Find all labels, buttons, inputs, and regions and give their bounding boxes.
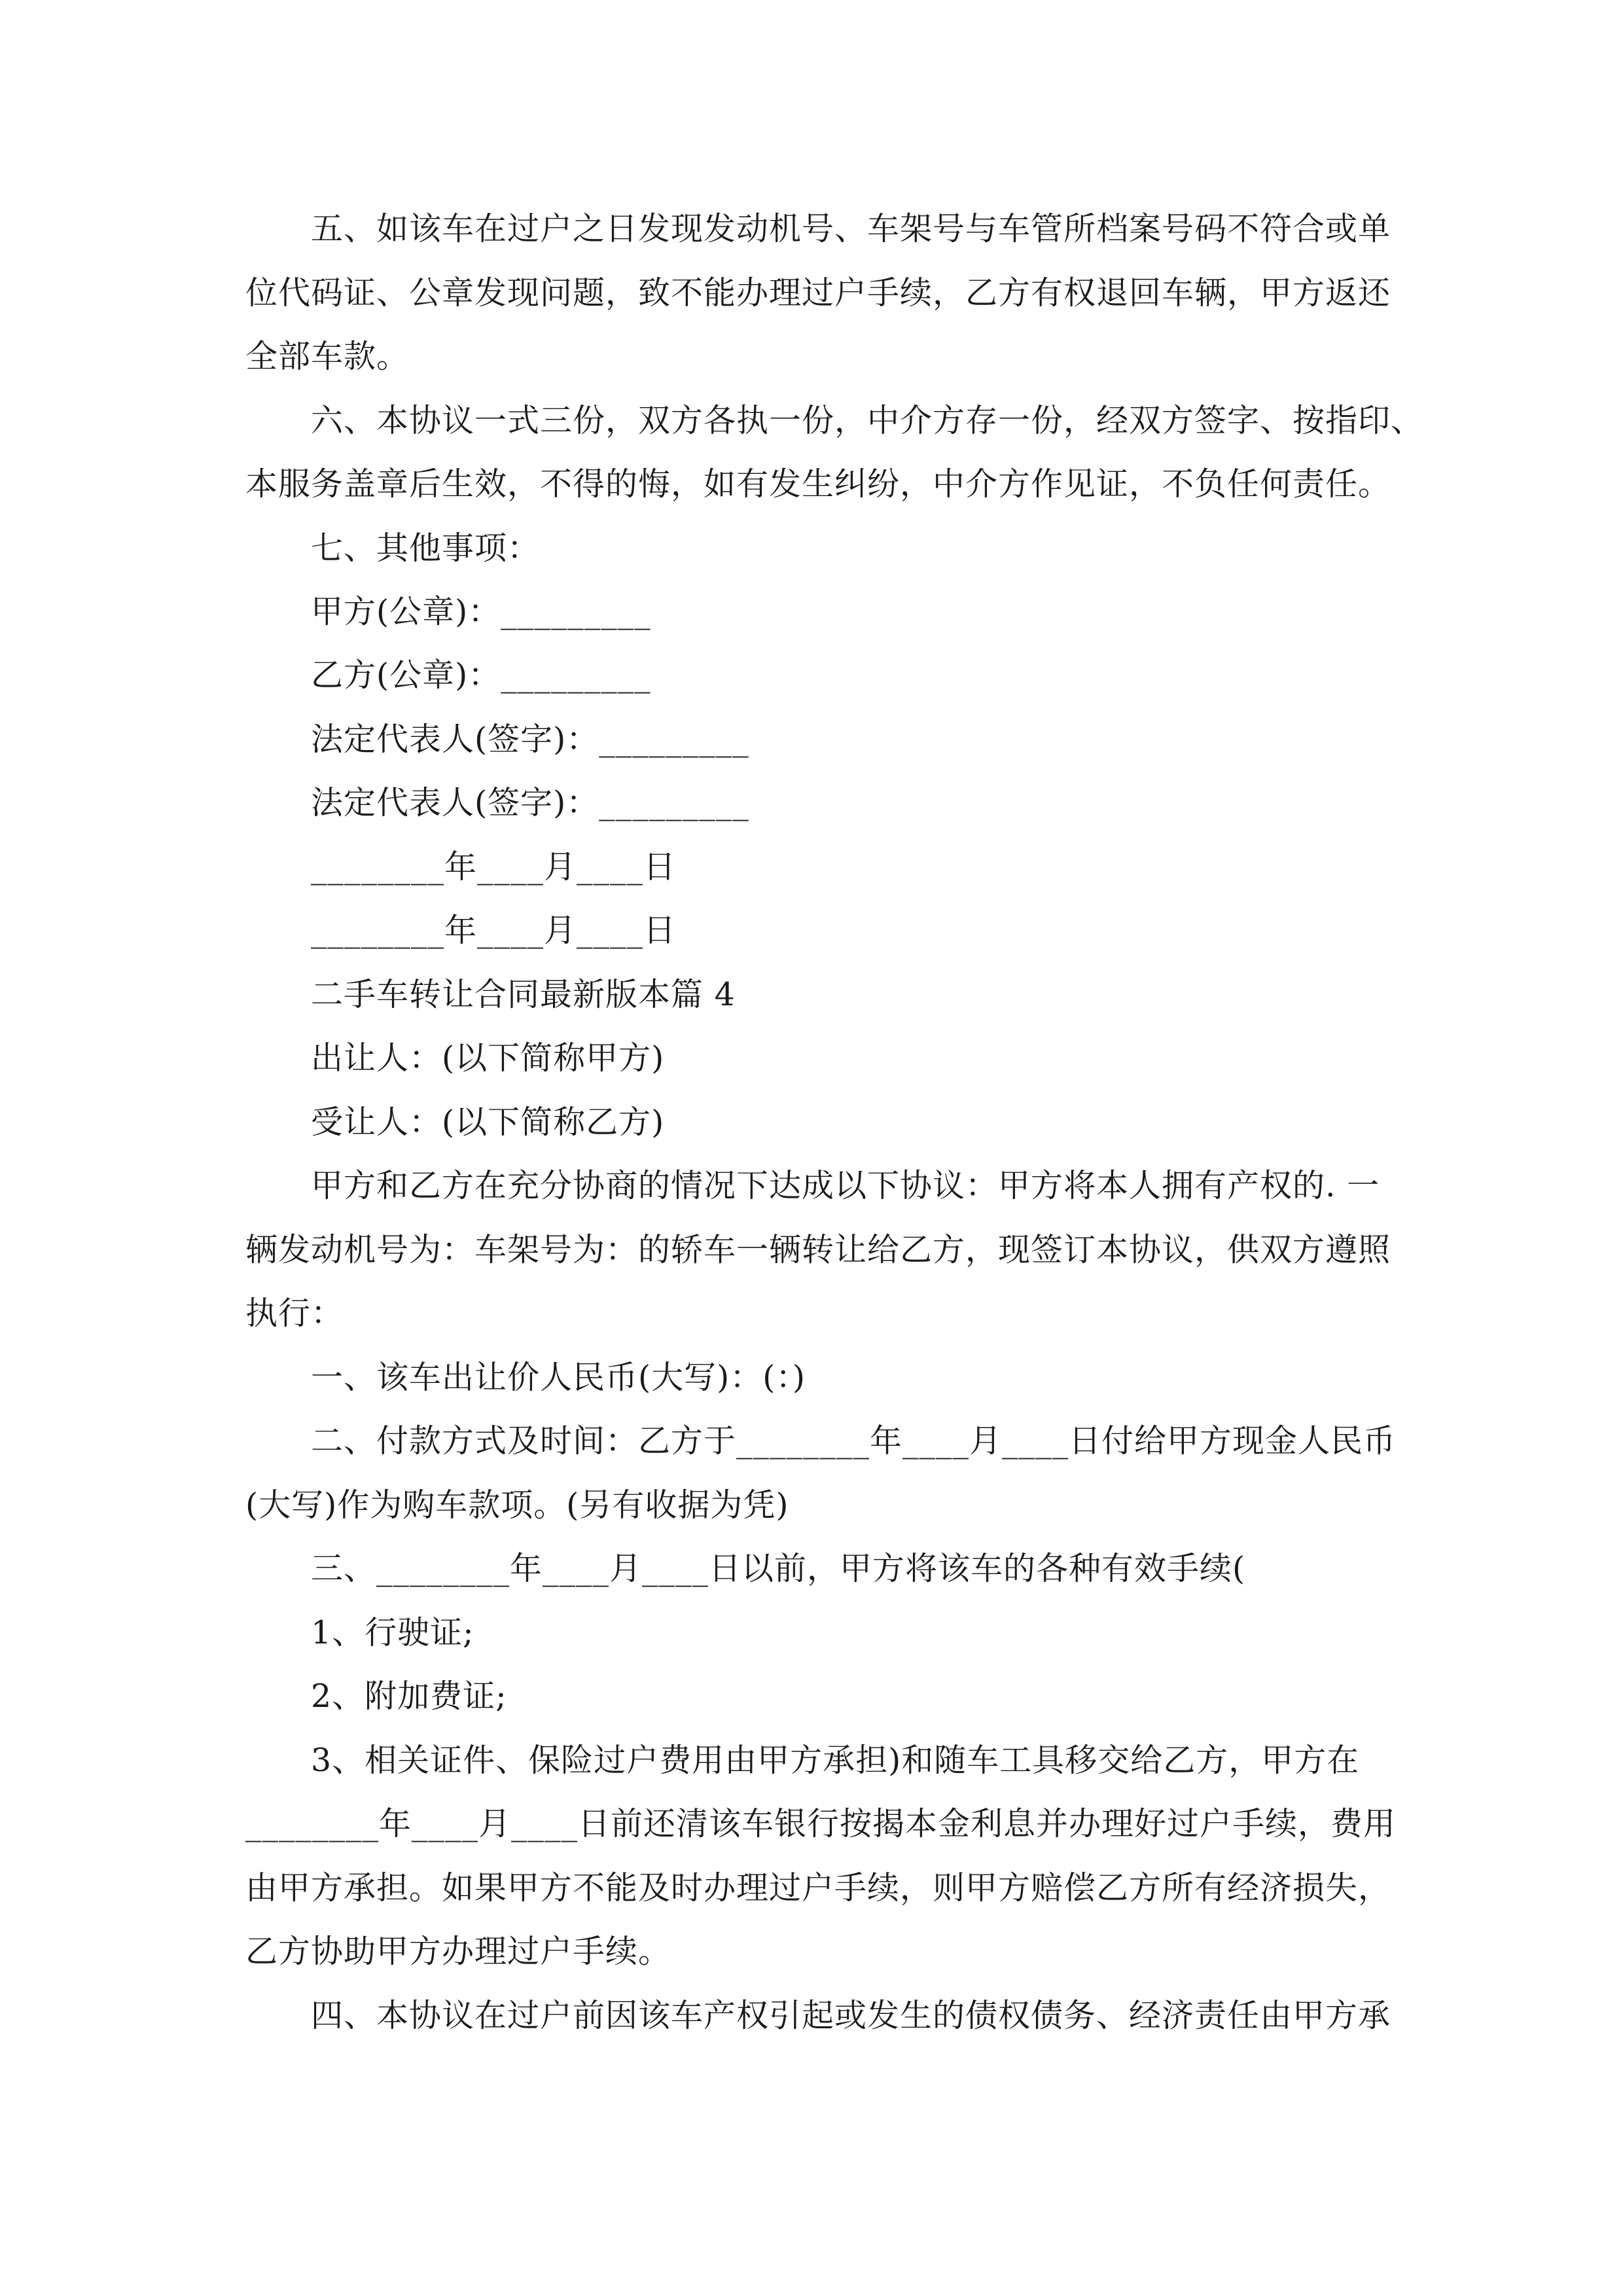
intro-line-3: 执行： — [245, 1295, 344, 1332]
clause-3-item-2: 2、附加费证; — [311, 1677, 507, 1715]
intro-line-2: 辆发动机号为：车架号为：的轿车一辆转让给乙方，现签订本协议，供双方遵照 — [245, 1231, 1391, 1268]
clause-3-item-3-line-4: 乙方协助甲方办理过户手续。 — [245, 1933, 671, 1970]
date-line-2: ________年____月____日 — [311, 912, 677, 949]
party-b-seal: 乙方(公章)：_________ — [311, 656, 651, 694]
party-a-seal: 甲方(公章)：_________ — [311, 593, 651, 630]
paragraph-6-line-1: 六、本协议一式三份，双方各执一份，中介方存一份，经双方签字、按指印、 — [311, 402, 1424, 439]
intro-line-1: 甲方和乙方在充分协商的情况下达成以下协议：甲方将本人拥有产权的. 一 — [311, 1167, 1380, 1204]
paragraph-5-line-1: 五、如该车在过户之日发现发动机号、车架号与车管所档案号码不符合或单 — [311, 210, 1391, 247]
paragraph-6-line-2: 本服务盖章后生效，不得的悔，如有发生纠纷，中介方作见证，不负任何责任。 — [245, 465, 1391, 503]
clause-3-item-3-line-2: ________年____月____日前还清该车银行按揭本金利息并办理好过户手续，费用 — [245, 1805, 1397, 1842]
section-heading: 二手车转让合同最新版本篇 4 — [311, 976, 736, 1013]
paragraph-7: 七、其他事项： — [311, 529, 541, 567]
legal-rep-signature-1: 法定代表人(签字)：_________ — [311, 721, 749, 758]
paragraph-5-line-3: 全部车款。 — [245, 338, 410, 375]
clause-3-item-3-line-1: 3、相关证件、保险过户费用由甲方承担)和随车工具移交给乙方，甲方在 — [311, 1742, 1360, 1779]
clause-4-line-1: 四、本协议在过户前因该车产权引起或发生的债权债务、经济责任由甲方承 — [311, 1997, 1391, 2034]
clause-3: 三、________年____月____日以前，甲方将该车的各种有效手续( — [311, 1550, 1246, 1587]
transferee-line: 受让人：(以下简称乙方) — [311, 1103, 665, 1141]
legal-rep-signature-2: 法定代表人(签字)：_________ — [311, 784, 749, 821]
clause-3-item-1: 1、行驶证; — [311, 1614, 474, 1651]
transferor-line: 出让人：(以下简称甲方) — [311, 1039, 665, 1077]
clause-1: 一、该车出让价人民币(大写)：(：) — [311, 1359, 806, 1396]
clause-2-line-2: (大写)作为购车款项。(另有收据为凭) — [245, 1486, 789, 1524]
clause-3-item-3-line-3: 由甲方承担。如果甲方不能及时办理过户手续，则甲方赔偿乙方所有经济损失， — [245, 1869, 1391, 1907]
paragraph-5-line-2: 位代码证、公章发现问题，致不能办理过户手续，乙方有权退回车辆，甲方返还 — [245, 274, 1391, 312]
clause-2-line-1: 二、付款方式及时间：乙方于________年____月____日付给甲方现金人民币 — [311, 1422, 1397, 1460]
date-line-1: ________年____月____日 — [311, 848, 677, 886]
